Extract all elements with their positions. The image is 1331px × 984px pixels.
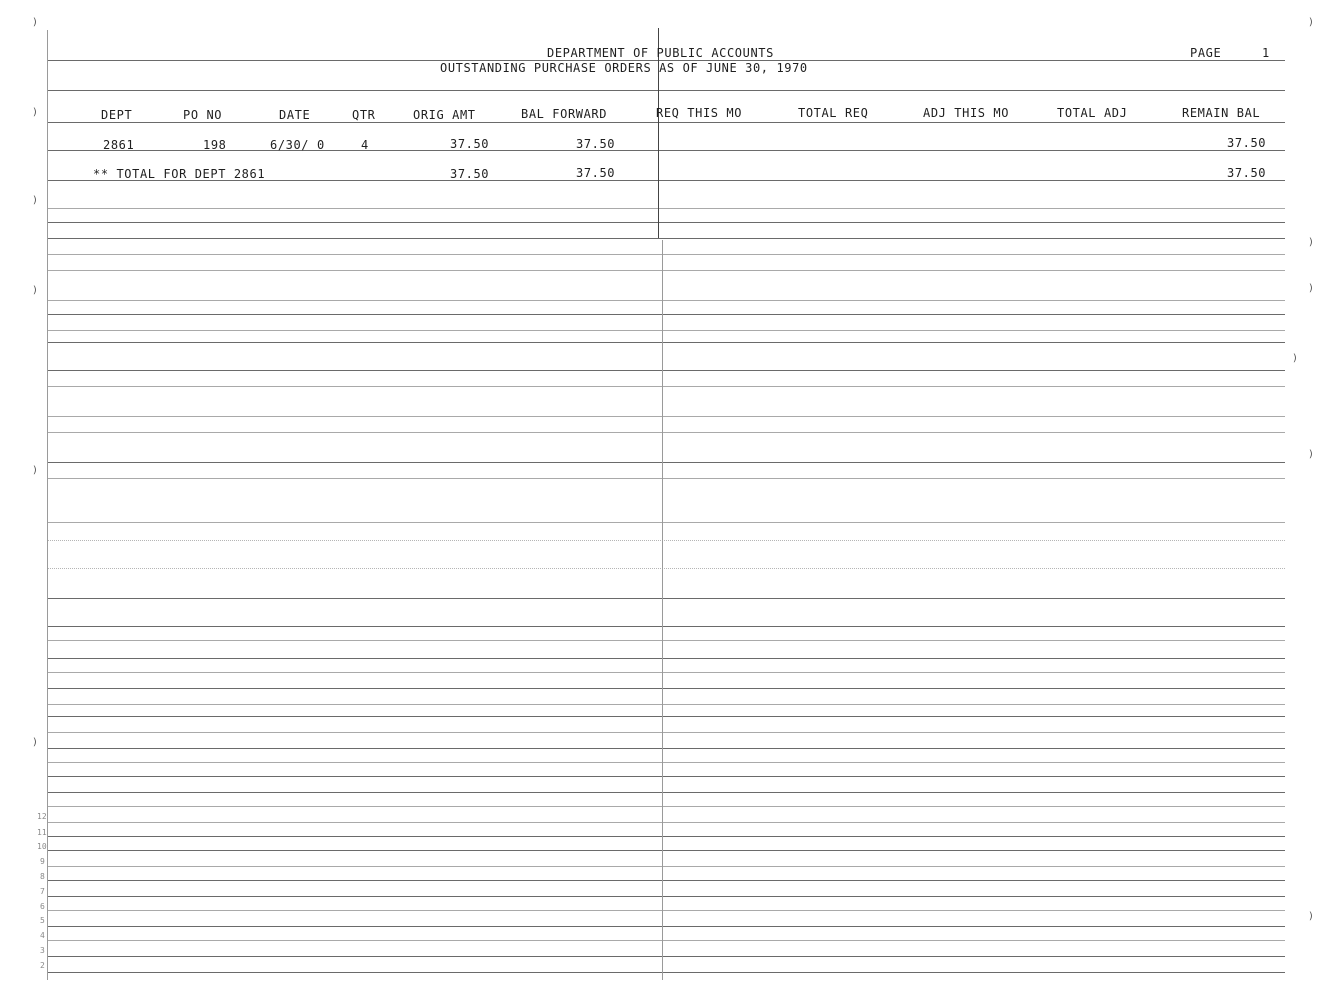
cell-qtr: 4: [361, 138, 369, 152]
ruled-line: [48, 90, 1285, 91]
ruled-line: [48, 658, 1285, 659]
ruled-line: [48, 238, 1285, 239]
total-label: ** TOTAL FOR DEPT 2861: [93, 167, 266, 181]
ruled-line: [48, 270, 1285, 271]
col-header-dept: DEPT: [101, 108, 133, 122]
ruled-line: [48, 776, 1285, 777]
ruled-line: [48, 910, 1285, 911]
col-header-total-req: TOTAL REQ: [798, 106, 869, 120]
cell-remain-bal: 37.50: [1227, 136, 1267, 150]
cell-orig-amt: 37.50: [450, 137, 490, 151]
ruled-line: [48, 540, 1285, 541]
feed-mark-icon: ): [1292, 353, 1299, 364]
ruled-line: [48, 342, 1285, 343]
feed-mark-icon: ): [1308, 237, 1315, 248]
ruled-line: [48, 792, 1285, 793]
ruled-line: [48, 972, 1285, 973]
margin-number: 11: [37, 828, 47, 837]
ruled-line: [48, 926, 1285, 927]
ruled-line: [48, 672, 1285, 673]
report-title: DEPARTMENT OF PUBLIC ACCOUNTS: [547, 46, 774, 60]
page-number: 1: [1262, 46, 1270, 60]
cell-po-no: 198: [203, 138, 227, 152]
margin-number: 12: [37, 812, 47, 821]
ruled-line: [48, 432, 1285, 433]
col-header-orig-amt: ORIG AMT: [413, 108, 476, 122]
report-subtitle: OUTSTANDING PURCHASE ORDERS AS OF JUNE 30, 1970: [440, 61, 808, 75]
ruled-line: [48, 522, 1285, 523]
total-remain-bal: 37.50: [1227, 166, 1267, 180]
ruled-line: [48, 478, 1285, 479]
margin-number: 6: [40, 902, 45, 911]
ruled-line: [48, 956, 1285, 957]
feed-mark-icon: ): [32, 17, 39, 28]
feed-mark-icon: ): [32, 107, 39, 118]
feed-mark-icon: ): [32, 737, 39, 748]
margin-number: 4: [40, 931, 45, 940]
ruled-line: [48, 748, 1285, 749]
margin-number: 2: [40, 961, 45, 970]
ruled-line: [48, 150, 1285, 151]
ruled-line: [48, 330, 1285, 331]
center-fold-line-lower: [662, 240, 663, 980]
ruled-line: [48, 940, 1285, 941]
page-label: PAGE: [1190, 46, 1222, 60]
ruled-line: [48, 806, 1285, 807]
ruled-line: [48, 314, 1285, 315]
ruled-line: [48, 208, 1285, 209]
ruled-line: [48, 300, 1285, 301]
ruled-line: [48, 416, 1285, 417]
margin-number: 9: [40, 857, 45, 866]
cell-bal-forward: 37.50: [576, 137, 616, 151]
left-edge-line: [47, 30, 48, 980]
margin-number: 3: [40, 946, 45, 955]
col-header-bal-forward: BAL FORWARD: [521, 107, 608, 121]
ruled-line: [48, 896, 1285, 897]
col-header-qtr: QTR: [352, 108, 376, 122]
col-header-total-adj: TOTAL ADJ: [1057, 106, 1128, 120]
ruled-line: [48, 598, 1285, 599]
ruled-line: [48, 370, 1285, 371]
total-bal-forward: 37.50: [576, 166, 616, 180]
ruled-line: [48, 880, 1285, 881]
margin-number: 8: [40, 872, 45, 881]
col-header-adj-this-mo: ADJ THIS MO: [923, 106, 1010, 120]
cell-dept: 2861: [103, 138, 135, 152]
feed-mark-icon: ): [1308, 911, 1315, 922]
col-header-remain-bal: REMAIN BAL: [1182, 106, 1261, 120]
total-orig-amt: 37.50: [450, 167, 490, 181]
feed-mark-icon: ): [1308, 449, 1315, 460]
ruled-line: [48, 716, 1285, 717]
ruled-line: [48, 640, 1285, 641]
col-header-req-this-mo: REQ THIS MO: [656, 106, 743, 120]
ruled-line: [48, 386, 1285, 387]
ruled-line: [48, 732, 1285, 733]
feed-mark-icon: ): [1308, 17, 1315, 28]
ruled-line: [48, 568, 1285, 569]
col-header-date: DATE: [279, 108, 311, 122]
ruled-line: [48, 254, 1285, 255]
margin-number: 5: [40, 916, 45, 925]
ruled-line: [48, 836, 1285, 837]
col-header-po-no: PO NO: [183, 108, 223, 122]
ruled-line: [48, 122, 1285, 123]
ruled-line: [48, 822, 1285, 823]
cell-date: 6/30/ 0: [270, 138, 325, 152]
ruled-line: [48, 626, 1285, 627]
margin-number: 10: [37, 842, 47, 851]
feed-mark-icon: ): [1308, 283, 1315, 294]
ruled-line: [48, 850, 1285, 851]
feed-mark-icon: ): [32, 285, 39, 296]
ruled-line: [48, 866, 1285, 867]
ruled-line: [48, 704, 1285, 705]
feed-mark-icon: ): [32, 465, 39, 476]
ruled-line: [48, 462, 1285, 463]
margin-number: 7: [40, 887, 45, 896]
ruled-line: [48, 222, 1285, 223]
ruled-line: [48, 762, 1285, 763]
feed-mark-icon: ): [32, 195, 39, 206]
ruled-line: [48, 688, 1285, 689]
